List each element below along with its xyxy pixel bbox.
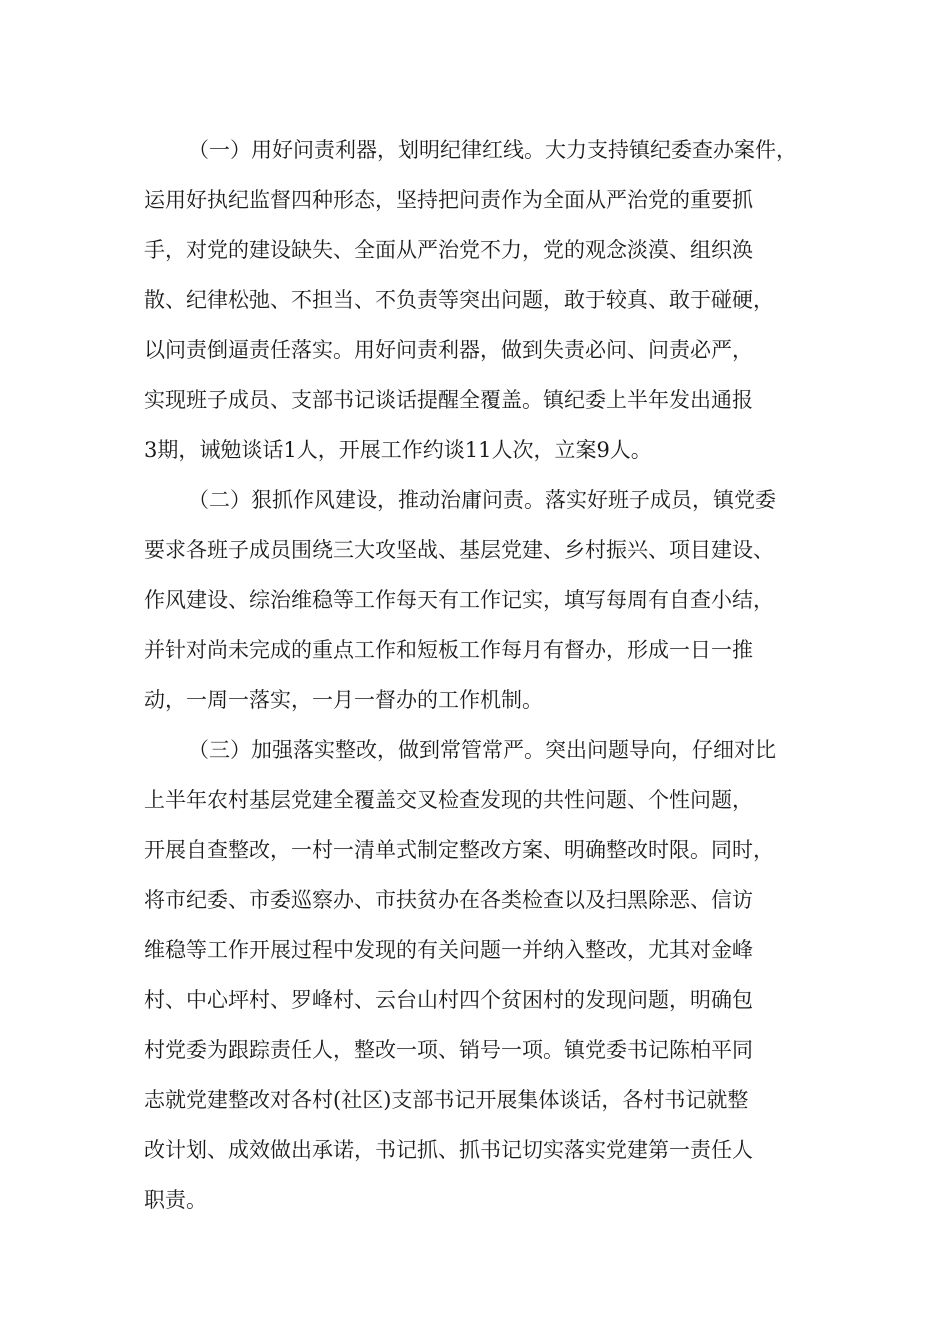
paragraph-3-line-10: 职责。 bbox=[144, 1188, 207, 1212]
paragraph-3-line-9: 改计划、成效做出承诺，书记抓、抓书记切实落实党建第一责任人 bbox=[144, 1138, 753, 1162]
paragraph-3-line-4: 将市纪委、市委巡察办、市扶贫办在各类检查以及扫黑除恶、信访 bbox=[144, 888, 753, 912]
paragraph-2-line-3: 作风建设、综治维稳等工作每天有工作记实，填写每周有自查小结， bbox=[144, 588, 774, 612]
paragraph-3-line-3: 开展自查整改，一村一清单式制定整改方案、明确整改时限。同时， bbox=[144, 838, 774, 862]
paragraph-2-line-4: 并针对尚未完成的重点工作和短板工作每月有督办，形成一日一推 bbox=[144, 638, 753, 662]
paragraph-3-line-8: 志就党建整改对各村(社区)支部书记开展集体谈话，各村书记就整 bbox=[144, 1088, 749, 1112]
paragraph-3-line-1: （三）加强落实整改，做到常管常严。突出问题导向，仔细对比 bbox=[188, 738, 776, 762]
paragraph-1-line-6: 实现班子成员、支部书记谈话提醒全覆盖。镇纪委上半年发出通报 bbox=[144, 388, 753, 412]
paragraph-1-line-1: （一）用好问责利器，划明纪律红线。大力支持镇纪委查办案件， bbox=[188, 138, 797, 162]
paragraph-2-line-5: 动，一周一落实，一月一督办的工作机制。 bbox=[144, 688, 543, 712]
paragraph-1-line-7: 3期，诫勉谈话1人，开展工作约谈11人次，立案9人。 bbox=[144, 438, 652, 462]
paragraph-3-line-7: 村党委为跟踪责任人，整改一项、销号一项。镇党委书记陈柏平同 bbox=[144, 1038, 753, 1062]
paragraph-3-line-2: 上半年农村基层党建全覆盖交叉检查发现的共性问题、个性问题， bbox=[144, 788, 753, 812]
paragraph-3-line-5: 维稳等工作开展过程中发现的有关问题一并纳入整改，尤其对金峰 bbox=[144, 938, 753, 962]
paragraph-1-line-5: 以问责倒逼责任落实。用好问责利器，做到失责必问、问责必严， bbox=[144, 338, 753, 362]
paragraph-1-line-3: 手，对党的建设缺失、全面从严治党不力，党的观念淡漠、组织涣 bbox=[144, 238, 753, 262]
paragraph-3-line-6: 村、中心坪村、罗峰村、云台山村四个贫困村的发现问题，明确包 bbox=[144, 988, 753, 1012]
paragraph-1-line-4: 散、纪律松弛、不担当、不负责等突出问题，敢于较真、敢于碰硬， bbox=[144, 288, 774, 312]
document-body bbox=[144, 125, 814, 1225]
paragraph-2-line-1: （二）狠抓作风建设，推动治庸问责。落实好班子成员，镇党委 bbox=[188, 488, 776, 512]
paragraph-1-line-2: 运用好执纪监督四种形态，坚持把问责作为全面从严治党的重要抓 bbox=[144, 188, 753, 212]
paragraph-2-line-2: 要求各班子成员围绕三大攻坚战、基层党建、乡村振兴、项目建设、 bbox=[144, 538, 774, 562]
